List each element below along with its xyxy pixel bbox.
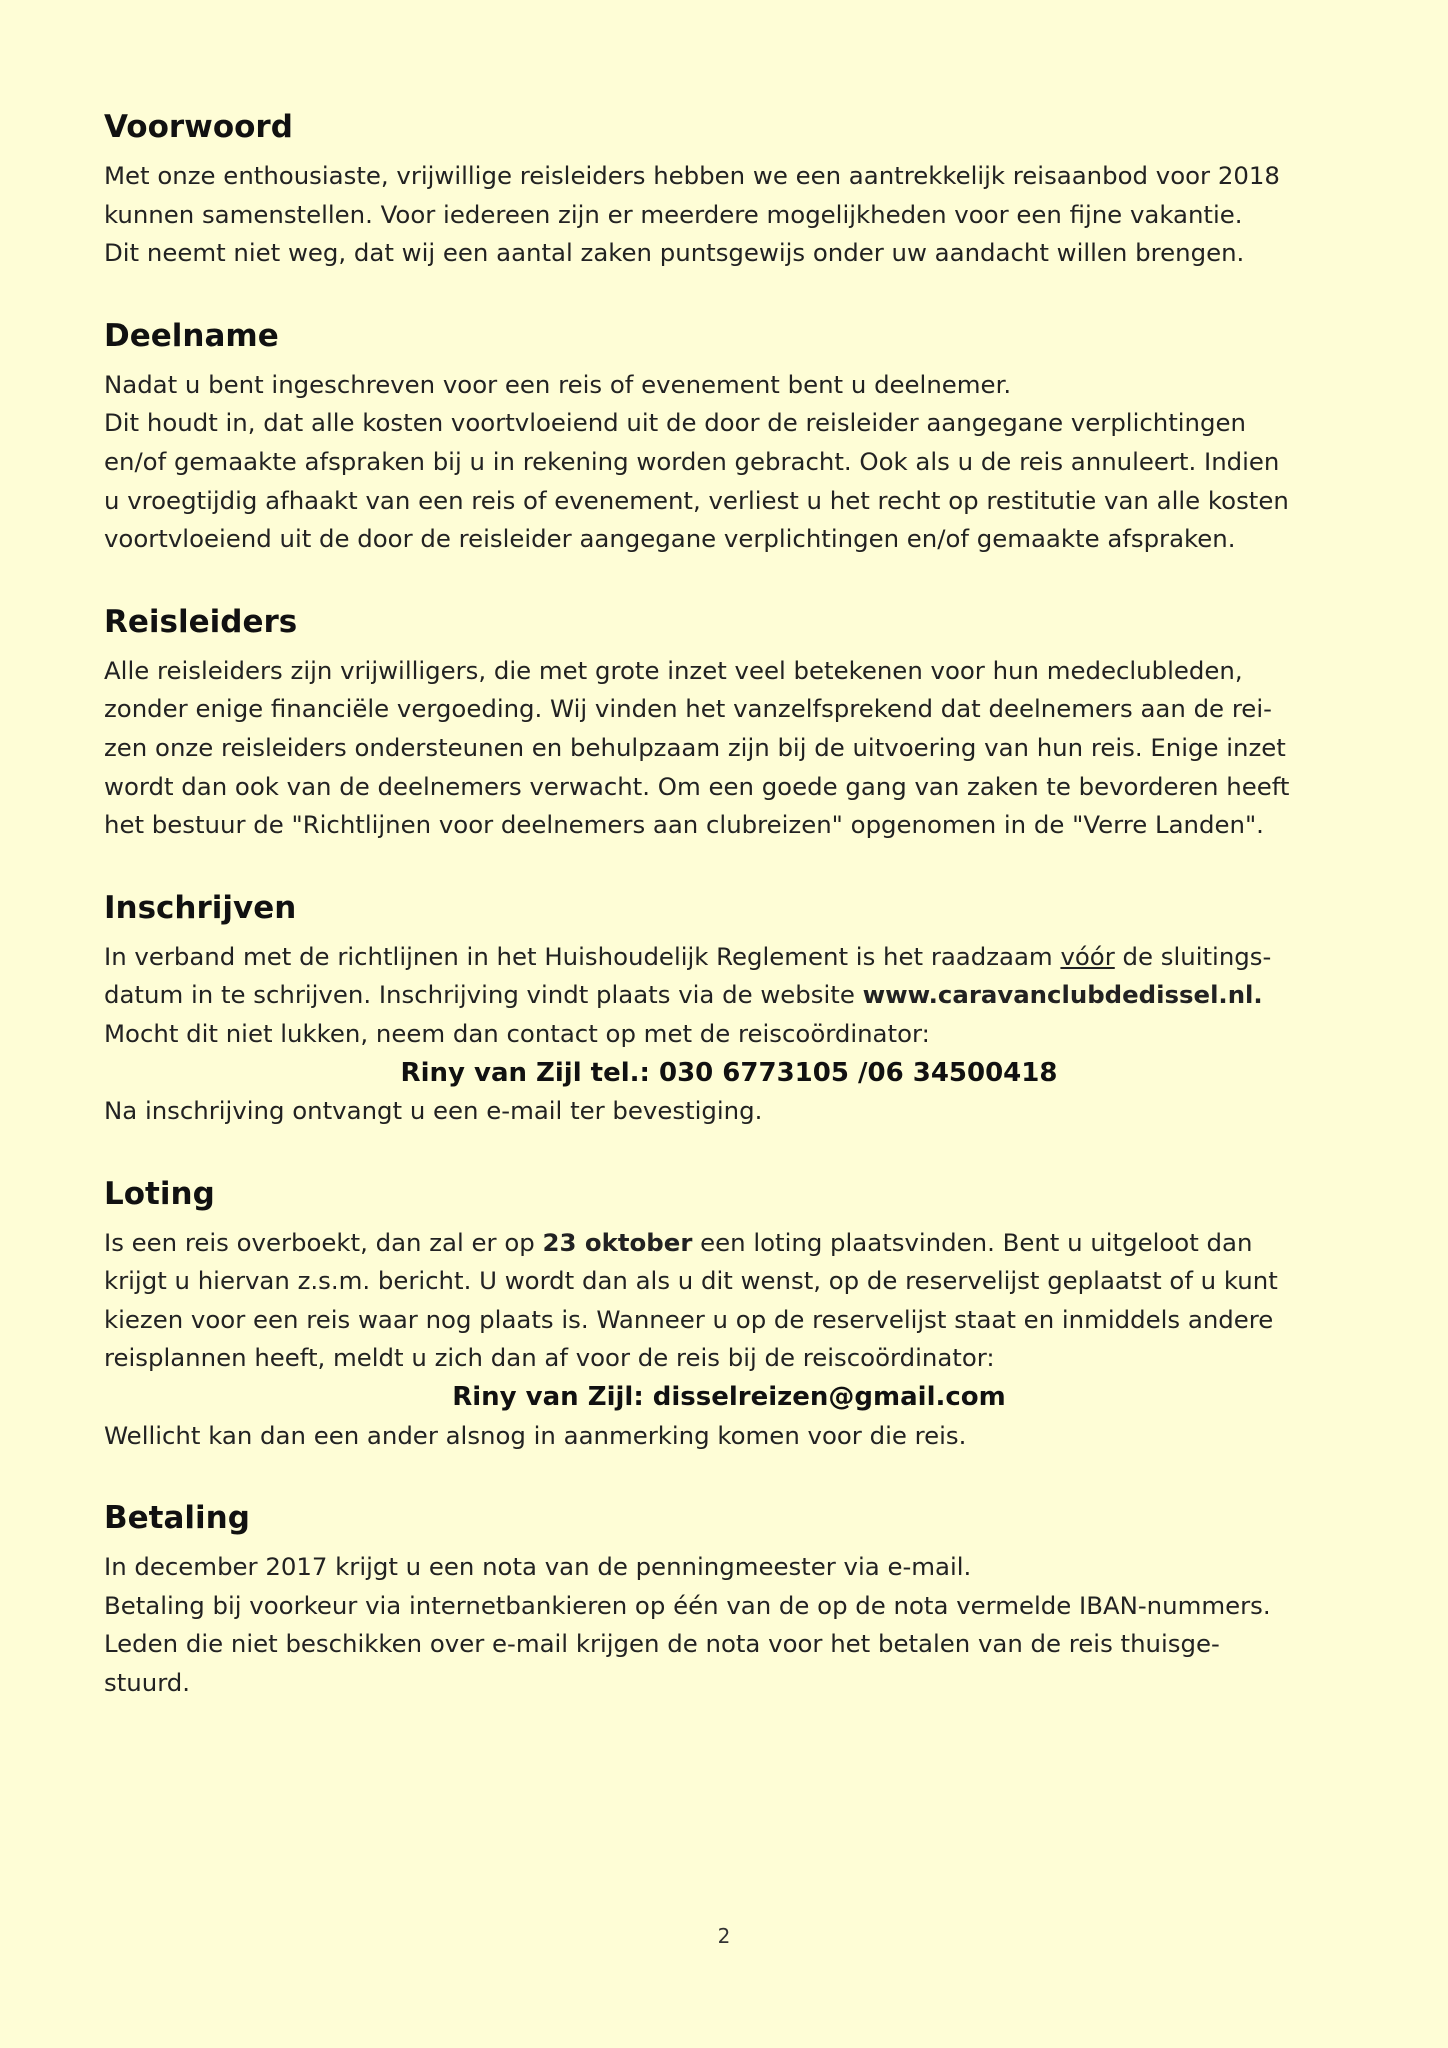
paragraph-voorwoord	[104, 157, 1354, 273]
section-reisleiders	[104, 597, 1354, 845]
text-line: krijgt u hiervan z.s.m. bericht. U wordt dan als u dit wenst, op de reservelijst geplaatst of u kunt	[104, 1266, 1278, 1296]
text-segment: een loting plaatsvinden. Bent u uitgeloot dan	[692, 1227, 1253, 1257]
paragraph-loting	[104, 1224, 1354, 1378]
text-line: Dit houdt in, dat alle kosten voortvloeiend uit de door de reisleider aangegane verplichtingen	[104, 408, 1246, 438]
paragraph-reisleiders	[104, 652, 1354, 845]
text-line: wordt dan ook van de deelnemers verwacht. Om een goede gang van zaken te bevorderen heeft	[104, 771, 1290, 801]
heading-loting: Loting	[104, 1175, 215, 1212]
contact-phone: Riny van Zijl tel.: 030 6773105 /06 34500418	[400, 1057, 1058, 1088]
paragraph-loting-end	[104, 1417, 1354, 1456]
heading-reisleiders: Reisleiders	[104, 603, 298, 640]
paragraph-inschrijven	[104, 938, 1354, 1054]
text-line: en/of gemaakte afspraken bij u in rekening worden gebracht. Ook als u de reis annuleert. Indien	[104, 446, 1280, 476]
section-inschrijven	[104, 883, 1354, 1131]
contact-email[interactable]: Riny van Zijl: disselreizen@gmail.com	[452, 1382, 1006, 1413]
text-line: Met onze enthousiaste, vrijwillige reisleiders hebben we een aantrekkelijk reisaanbod voor 2018	[104, 161, 1280, 190]
heading-betaling: Betaling	[104, 1500, 250, 1537]
document-page	[104, 102, 1354, 1741]
text-line: stuurd.	[104, 1668, 191, 1698]
text-line: Mocht dit niet lukken, neem dan contact op met de reiscoördinator:	[104, 1018, 930, 1048]
text-line: In december 2017 krijgt u een nota van de penningmeester via e-mail.	[104, 1552, 972, 1582]
text-segment: datum in te schrijven. Inschrijving vindt plaats via de website	[104, 980, 863, 1010]
text-segment: de sluitings-	[1114, 941, 1272, 971]
underlined-word: vóór	[1060, 941, 1115, 971]
heading-inschrijven: Inschrijven	[104, 889, 297, 926]
section-deelname	[104, 311, 1354, 559]
text-line: kiezen voor een reis waar nog plaats is. Wanneer u op de reservelijst staat en inmiddels andere	[104, 1304, 1274, 1334]
section-loting	[104, 1169, 1354, 1456]
text-line: Leden die niet beschikken over e-mail krijgen de nota voor het betalen van de reis thuisge-	[104, 1629, 1220, 1659]
text-line: reisplannen heeft, meldt u zich dan af voor de reis bij de reiscoördinator:	[104, 1343, 995, 1373]
text-line: Na inschrijving ontvangt u een e-mail ter bevestiging.	[104, 1096, 763, 1126]
text-line: Betaling bij voorkeur via internetbankieren op één van de op de nota vermelde IBAN-nummers.	[104, 1590, 1271, 1620]
text-line: Nadat u bent ingeschreven voor een reis of evenement bent u deelnemer.	[104, 369, 1012, 399]
text-line: zonder enige financiële vergoeding. Wij vinden het vanzelfsprekend dat deelnemers aan de rei-	[104, 694, 1272, 724]
text-line: Alle reisleiders zijn vrijwilligers, die met grote inzet veel betekenen voor hun medeclubleden,	[104, 655, 1243, 685]
text-line: Dit neemt niet weg, dat wij een aantal zaken puntsgewijs onder uw aandacht willen brengen.	[104, 238, 1245, 268]
heading-voorwoord: Voorwoord	[104, 109, 293, 145]
paragraph-deelname	[104, 366, 1354, 559]
text-segment: In verband met de richtlijnen in het Huishoudelijk Reglement is het raadzaam	[104, 941, 1061, 971]
text-line: het bestuur de "Richtlijnen voor deelnemers aan clubreizen" opgenomen in de "Verre Landen".	[104, 810, 1264, 840]
lottery-date: 23 oktober	[542, 1227, 693, 1257]
paragraph-betaling	[104, 1548, 1354, 1702]
text-line: Wellicht kan dan een ander alsnog in aanmerking komen voor die reis.	[104, 1420, 967, 1450]
section-betaling	[104, 1493, 1354, 1702]
text-segment: Is een reis overboekt, dan zal er op	[104, 1227, 543, 1257]
section-voorwoord	[104, 102, 1354, 273]
text-line: voortvloeiend uit de door de reisleider aangegane verplichtingen en/of gemaakte afspraken.	[104, 524, 1236, 554]
text-line: zen onze reisleiders ondersteunen en behulpzaam zijn bij de uitvoering van hun reis. Enige inzet	[104, 732, 1286, 762]
text-line: kunnen samenstellen. Voor iedereen zijn er meerdere mogelijkheden voor een fijne vakantie.	[104, 199, 1243, 229]
heading-deelname: Deelname	[104, 317, 279, 354]
paragraph-inschrijven-end	[104, 1092, 1354, 1131]
website-link[interactable]: www.caravanclubdedissel.nl.	[862, 980, 1263, 1010]
page-number: 2	[717, 1924, 731, 1948]
text-line: u vroegtijdig afhaakt van een reis of evenement, verliest u het recht op restitutie van alle kosten	[104, 485, 1289, 515]
